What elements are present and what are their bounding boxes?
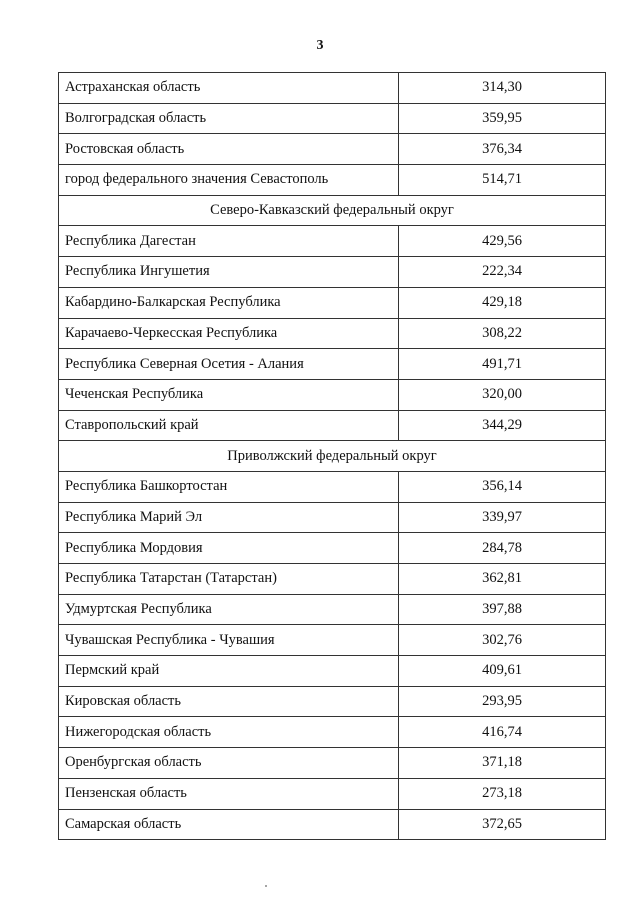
region-name-cell: Чувашская Республика - Чувашия (59, 625, 399, 656)
value-cell: 344,29 (399, 410, 606, 441)
section-header: Северо-Кавказский федеральный округ (59, 195, 606, 226)
region-name-cell: Карачаево-Черкесская Республика (59, 318, 399, 349)
value-cell: 356,14 (399, 471, 606, 502)
region-name-cell: Волгоградская область (59, 103, 399, 134)
table-row (59, 379, 606, 410)
table-body (59, 73, 606, 840)
table-row (59, 625, 606, 656)
table-row (59, 165, 606, 196)
table-row (59, 410, 606, 441)
value-cell: 222,34 (399, 257, 606, 288)
region-name-cell: Республика Башкортостан (59, 471, 399, 502)
value-cell: 362,81 (399, 564, 606, 595)
value-cell: 372,65 (399, 809, 606, 840)
table-row (59, 533, 606, 564)
section-header-row (59, 195, 606, 226)
region-name-cell: Республика Марий Эл (59, 502, 399, 533)
table-row (59, 564, 606, 595)
table-row (59, 748, 606, 779)
section-header: Приволжский федеральный округ (59, 441, 606, 472)
region-name-cell: Республика Дагестан (59, 226, 399, 257)
table-row (59, 809, 606, 840)
region-name-cell: Ростовская область (59, 134, 399, 165)
region-name-cell: Республика Татарстан (Татарстан) (59, 564, 399, 595)
value-cell: 320,00 (399, 379, 606, 410)
value-cell: 514,71 (399, 165, 606, 196)
table-row (59, 778, 606, 809)
table-row (59, 717, 606, 748)
value-cell: 491,71 (399, 349, 606, 380)
value-cell: 308,22 (399, 318, 606, 349)
value-cell: 302,76 (399, 625, 606, 656)
value-cell: 397,88 (399, 594, 606, 625)
table-row (59, 594, 606, 625)
value-cell: 376,34 (399, 134, 606, 165)
table-row (59, 471, 606, 502)
region-name-cell: Кабардино-Балкарская Республика (59, 287, 399, 318)
value-cell: 293,95 (399, 686, 606, 717)
value-cell: 284,78 (399, 533, 606, 564)
value-cell: 429,18 (399, 287, 606, 318)
table-row (59, 349, 606, 380)
table-row (59, 318, 606, 349)
table-row (59, 226, 606, 257)
value-cell: 339,97 (399, 502, 606, 533)
region-name-cell: Ставропольский край (59, 410, 399, 441)
value-cell: 359,95 (399, 103, 606, 134)
region-values-table (58, 72, 606, 840)
table-row (59, 656, 606, 687)
value-cell: 371,18 (399, 748, 606, 779)
region-name-cell: Самарская область (59, 809, 399, 840)
value-cell: 409,61 (399, 656, 606, 687)
value-cell: 429,56 (399, 226, 606, 257)
table-row (59, 73, 606, 104)
region-name-cell: город федерального значения Севастополь (59, 165, 399, 196)
region-name-cell: Кировская область (59, 686, 399, 717)
region-name-cell: Пензенская область (59, 778, 399, 809)
page-number: 3 (316, 38, 324, 53)
region-name-cell: Республика Северная Осетия - Алания (59, 349, 399, 380)
region-name-cell: Республика Ингушетия (59, 257, 399, 288)
table-row (59, 257, 606, 288)
region-name-cell: Пермский край (59, 656, 399, 687)
region-name-cell: Астраханская область (59, 73, 399, 104)
region-name-cell: Чеченская Республика (59, 379, 399, 410)
table-row (59, 686, 606, 717)
region-name-cell: Республика Мордовия (59, 533, 399, 564)
value-cell: 273,18 (399, 778, 606, 809)
region-name-cell: Нижегородская область (59, 717, 399, 748)
scan-speck (265, 885, 267, 887)
table-row (59, 287, 606, 318)
section-header-row (59, 441, 606, 472)
table-row (59, 134, 606, 165)
region-name-cell: Удмуртская Республика (59, 594, 399, 625)
table-row (59, 502, 606, 533)
value-cell: 416,74 (399, 717, 606, 748)
region-name-cell: Оренбургская область (59, 748, 399, 779)
value-cell: 314,30 (399, 73, 606, 104)
table-row (59, 103, 606, 134)
